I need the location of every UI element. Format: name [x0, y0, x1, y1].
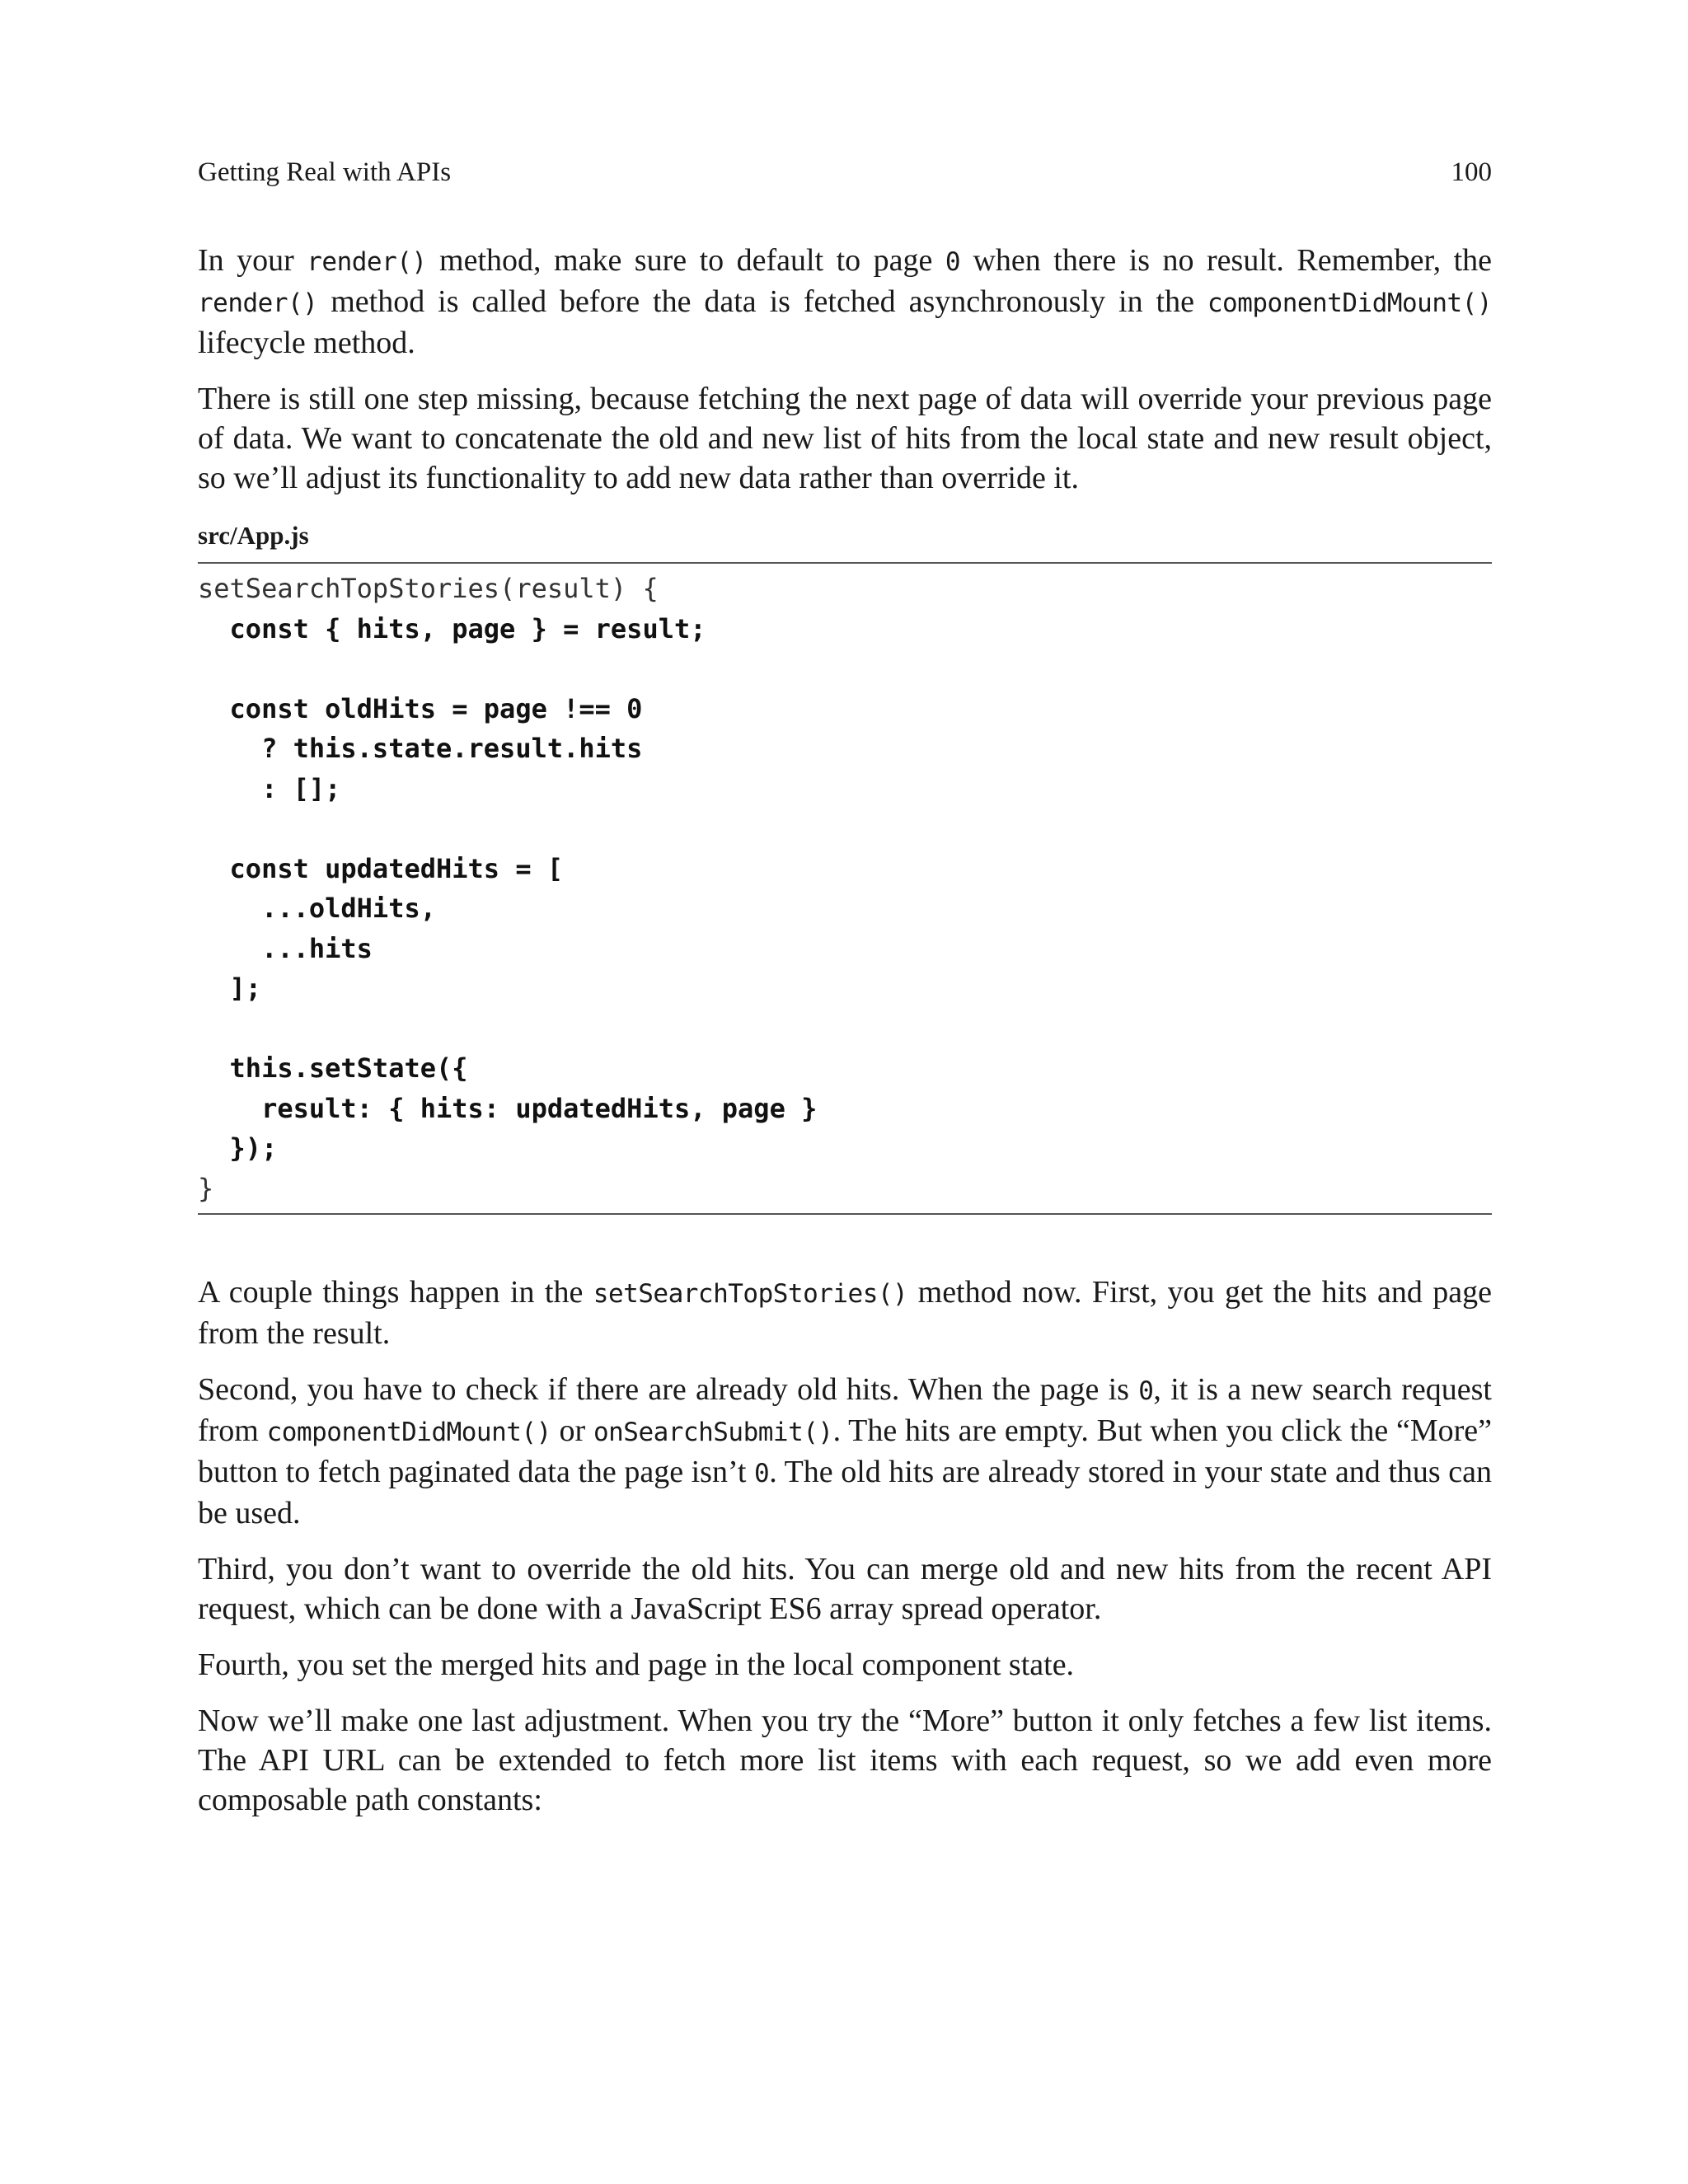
text-run: A couple things happen in the	[198, 1275, 593, 1310]
code-line	[198, 808, 1492, 849]
code-line: }	[198, 1172, 214, 1204]
code-line: ? this.state.result.hits	[198, 733, 643, 764]
text-run: or	[551, 1413, 593, 1448]
paragraph-render-default	[198, 241, 1492, 363]
inline-code: 0	[1138, 1376, 1154, 1406]
code-line: : [];	[198, 772, 341, 804]
text-run: In your	[198, 243, 307, 278]
paragraph-last-adjustment: Now we’ll make one last adjustment. When you try the “More” button it only fetches a few list items. The API URL can be extended to fetch more list items with each request, so we add even more composable path constants:	[198, 1704, 1492, 1817]
text-run: lifecycle method.	[198, 326, 415, 360]
page-body	[198, 241, 1492, 1836]
inline-code: onSearchSubmit()	[593, 1418, 833, 1447]
text-run: . The hits are empty. But when you click the “More” button to fetch paginated data the page isn’t	[198, 1413, 1492, 1489]
code-block	[198, 562, 1492, 1215]
inline-code: componentDidMount()	[1207, 288, 1492, 318]
chapter-title: Getting Real with APIs	[198, 157, 452, 187]
text-run: . The old hits are already stored in your state and thus can be used.	[198, 1455, 1492, 1530]
text-run: method is called before the data is fetched asynchronously in the	[317, 284, 1207, 319]
code-line: ...oldHits,	[198, 893, 436, 924]
paragraph-third: Third, you don’t want to override the old hits. You can merge old and new hits from the recent API request, which can be done with a JavaScript ES6 array spread operator.	[198, 1552, 1492, 1626]
page-number: 100	[1451, 157, 1492, 187]
code-line: const oldHits = page !== 0	[198, 692, 643, 724]
code-line: });	[198, 1132, 278, 1164]
code-line	[198, 1009, 1492, 1049]
paragraph-fourth: Fourth, you set the merged hits and page in the local component state.	[198, 1647, 1075, 1682]
text-run: when there is no result. Remember, the	[960, 243, 1492, 278]
paragraph-things-happen	[198, 1272, 1492, 1353]
code-line: const updatedHits = [	[198, 852, 564, 884]
code-line: ...hits	[198, 932, 373, 964]
inline-code: 0	[754, 1459, 770, 1488]
text-run: , it is a new search request from	[198, 1372, 1492, 1448]
code-line: ];	[198, 972, 262, 1004]
text-run: Second, you have to check if there are already old hits. When the page is	[198, 1372, 1139, 1407]
running-header	[198, 153, 1492, 191]
text-run: method, make sure to default to page	[426, 243, 945, 278]
code-line: setSearchTopStories(result) {	[198, 573, 659, 604]
inline-code: setSearchTopStories()	[593, 1279, 908, 1309]
inline-code: 0	[945, 247, 961, 277]
inline-code: render()	[198, 288, 318, 318]
code-line: result: { hits: updatedHits, page }	[198, 1092, 818, 1124]
paragraph-missing-step: There is still one step missing, because fetching the next page of data will override your previous page of data. We want to concatenate the old and new list of hits from the local state and new result object, so we’ll adjust its functionality to add new data rather than override it.	[198, 382, 1492, 495]
code-line	[198, 649, 1492, 689]
code-caption: src/App.js	[198, 521, 309, 550]
text-run: method now. First, you get the hits and page from the result.	[198, 1275, 1492, 1351]
inline-code: render()	[307, 247, 427, 277]
paragraph-second	[198, 1370, 1492, 1533]
code-line: this.setState({	[198, 1052, 468, 1084]
code-line: const { hits, page } = result;	[198, 612, 706, 644]
inline-code: componentDidMount()	[266, 1418, 551, 1447]
